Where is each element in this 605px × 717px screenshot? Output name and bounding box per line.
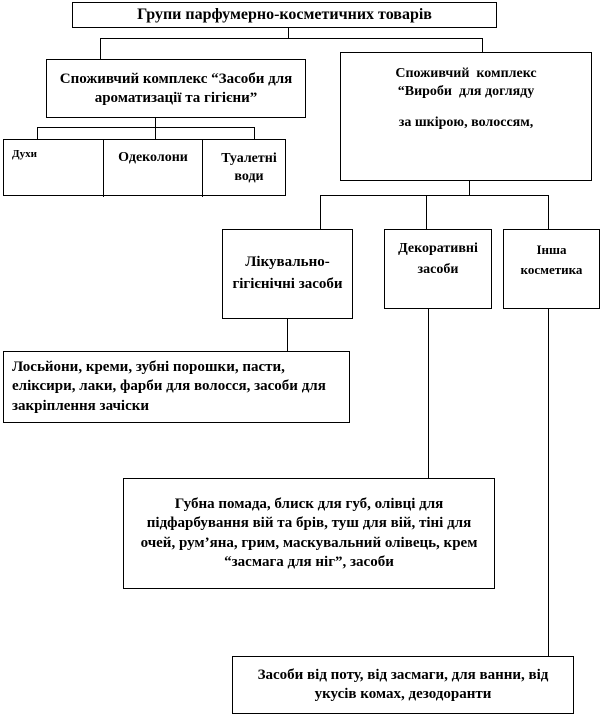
other-detail-text: Засоби від поту, від засмаги, для ванни, від укусів комах, дезодоранти — [257, 666, 549, 702]
complex2-box — [340, 52, 592, 181]
connector-complex1-down — [155, 117, 156, 127]
subgroups1-box — [3, 139, 286, 196]
connector-to-complex2 — [482, 38, 483, 52]
connector-decorative-detail — [428, 308, 429, 478]
decorative-box — [384, 229, 492, 309]
complex1-label: Споживчий комплекс “Засоби для ароматизації та гігієни” — [59, 70, 293, 106]
subgroup-cologne — [104, 140, 202, 195]
subgroup-toilet-water-label: Туалетні води — [221, 151, 277, 184]
subgroup-cologne-label: Одеколони — [118, 150, 188, 165]
connector-to-other — [548, 195, 549, 229]
connector-to-cologne — [155, 127, 156, 139]
subgroup-perfume — [4, 140, 111, 195]
connector-title-down — [288, 27, 289, 38]
medical-label: Лікувально-гігієнічні засоби — [232, 254, 343, 292]
medical-detail-text: Лосьйони, креми, зубні порошки, пасти, еліксири, лаки, фарби для волосся, засоби для закріплення зачіски — [12, 358, 326, 414]
connector-top-bar — [100, 38, 483, 39]
connector-to-toilet-water — [254, 127, 255, 139]
connector-to-perfume — [37, 127, 38, 139]
connector-to-complex1 — [100, 38, 101, 59]
complex2-line2: “Вироби для догляду — [397, 83, 535, 99]
decorative-label: Декоративні засоби — [398, 241, 478, 277]
subgroup-perfume-label: Духи — [12, 148, 37, 160]
connector-medical-detail — [287, 318, 288, 351]
connector-to-decorative — [426, 195, 427, 229]
decorative-detail-box — [123, 478, 495, 589]
connector-other-detail — [548, 308, 549, 656]
complex1-box — [46, 59, 306, 118]
connector-complex1-bar — [37, 127, 255, 128]
medical-detail-box — [3, 351, 350, 423]
title-box — [72, 2, 497, 28]
connector-to-medical — [320, 195, 321, 229]
subgroup-toilet-water — [203, 140, 295, 195]
title-text: Групи парфумерно-косметичних товарів — [137, 6, 432, 23]
connector-complex2-bar — [320, 195, 548, 196]
other-box — [503, 229, 600, 309]
medical-box — [222, 229, 353, 319]
complex2-line3: за шкірою, волоссям, — [398, 115, 534, 130]
connector-complex2-down — [469, 180, 470, 195]
other-detail-box — [232, 656, 574, 714]
other-label: Інша косметика — [520, 242, 583, 277]
complex2-line1: Споживчий комплекс — [395, 66, 537, 81]
decorative-detail-text: Губна помада, блиск для губ, олівці для підфарбування вій та брів, туш для вій, тіні для очей, рум’яна, грим, маскувальний олівець, крем “засмага для ніг”, засоби — [140, 495, 478, 570]
